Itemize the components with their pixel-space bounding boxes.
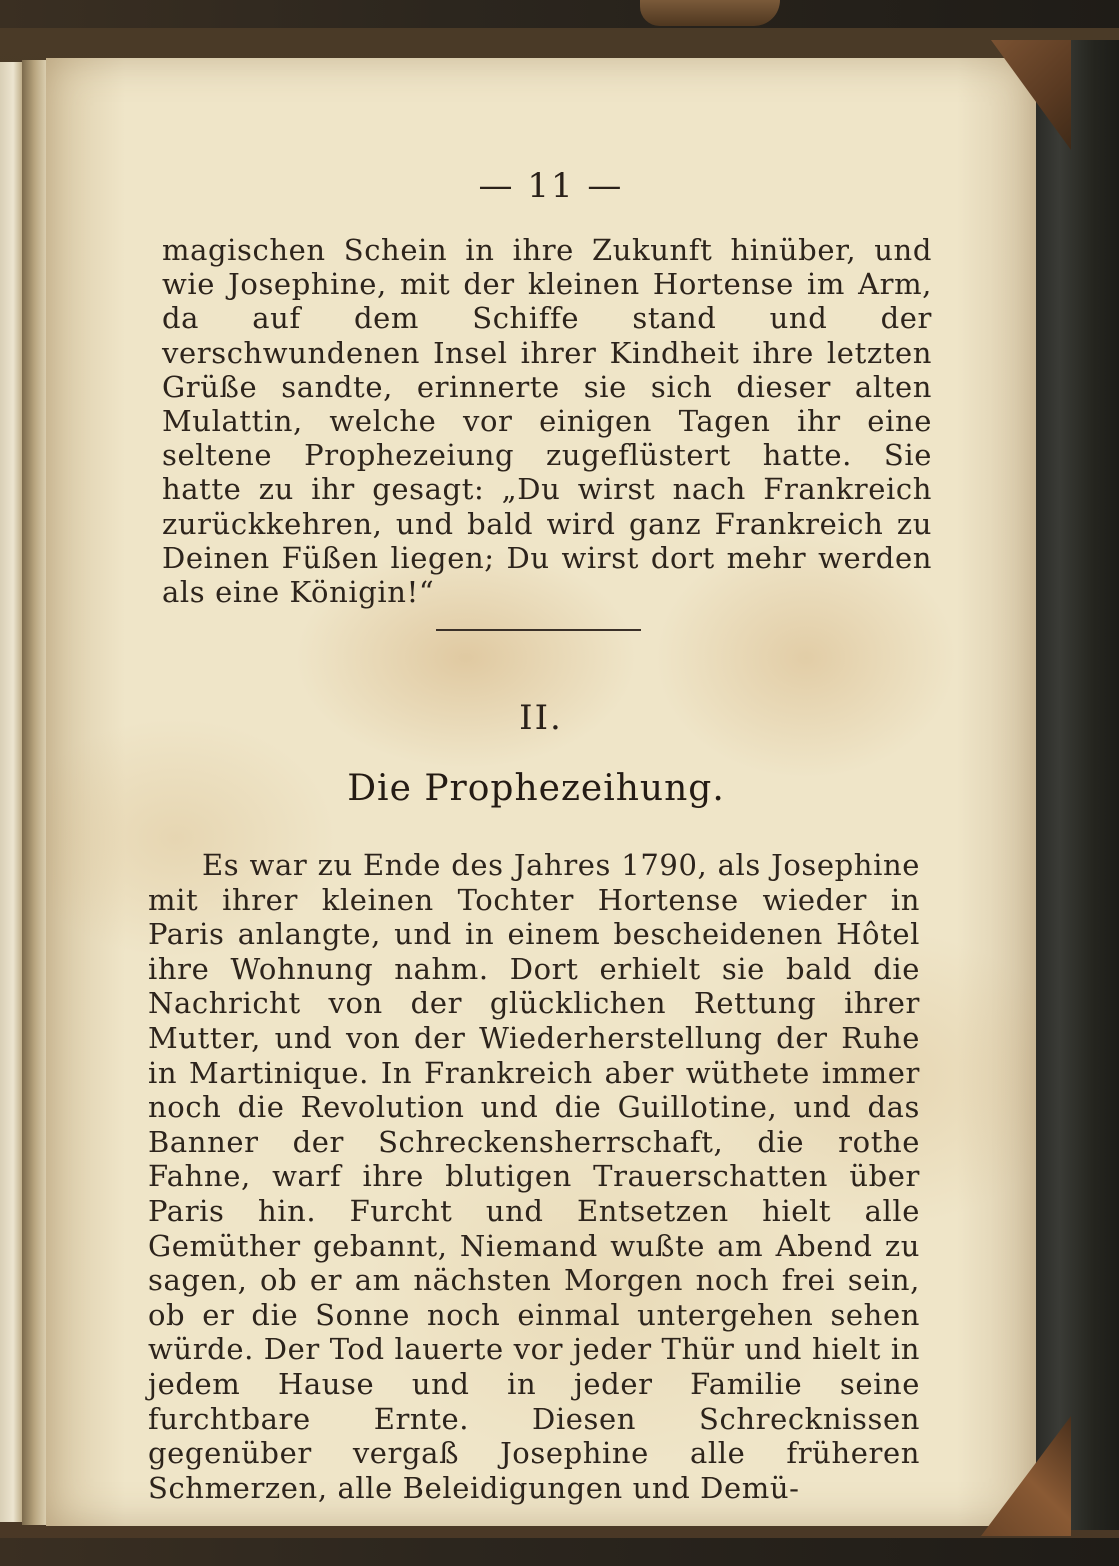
chapter-opening-paragraph: Es war zu Ende des Jahres 1790, als Josephine mit ihrer kleinen Tochter Hortense wieder in Paris anlangte, und in einem bescheidenen Hôtel ihre Wohnung nahm. Dort erhielt sie bald die Nachricht von der glücklichen Rettung ihrer Mutter, und von der Wiederherstellung der Ruhe in Martinique. In Frankreich aber wüthete immer noch die Revolution und die Guillotine, und das Banner der Schreckensherrschaft, die rothe Fahne, warf ihre blutigen Trauerschatten über Paris hin. Furcht und Entsetzen hielt alle Gemüther gebannt, Niemand wußte am Abend zu sagen, ob er am nächsten Morgen noch frei sein, ob er die Sonne noch einmal untergehen sehen würde. Der Tod lauerte vor jeder Thür und hielt in jedem Hause und in jeder Familie seine furchtbare Ernte. Diesen Schrecknissen gegenüber vergaß Josephine alle früheren Schmerzen, alle Beleidigungen und Demü-: [148, 848, 920, 1505]
facing-page-edge: [0, 62, 22, 1522]
chapter-title: Die Prophezeihung.: [347, 768, 725, 809]
page-number: — 11 —: [478, 166, 624, 206]
paragraph-continued: magischen Schein in ihre Zukunft hinüber, und wie Josephine, mit der kleinen Hortense im Arm, da auf dem Schiffe stand und der verschwundenen Insel ihrer Kindheit ihre letzten Grüße sandte, erinnerte sie sich dieser alten Mulattin, welche vor einigen Tagen ihr eine seltene Prophezeiung zugeflüstert hatte. Sie hatte zu ihr gesagt: „Du wirst nach Frankreich zurückkehren, und bald wird ganz Frankreich zu Deinen Füßen liegen; Du wirst dort mehr werden als eine Königin!“: [162, 233, 932, 610]
book-spine-edge: [1034, 40, 1119, 1530]
book-page: [46, 58, 1036, 1526]
bookmark-ribbon: [640, 0, 780, 26]
chapter-number: II.: [519, 698, 563, 738]
section-divider: [436, 629, 641, 631]
